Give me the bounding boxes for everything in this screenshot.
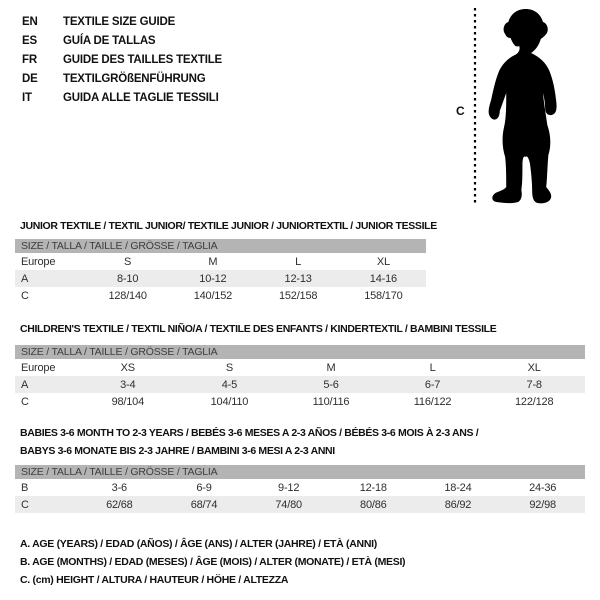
size-cell: 104/110 [210,395,249,408]
size-cell: 12-13 [256,270,341,287]
table-row [15,496,585,513]
language-title: GUIDA ALLE TAGLIE TESSILI [63,92,219,104]
size-cell: 9-12 [278,481,300,494]
language-row [22,13,222,32]
size-cell: 80/86 [331,496,416,513]
language-guide-list [22,13,222,108]
row-label: C [21,289,29,302]
language-title: TEXTILE SIZE GUIDE [63,16,176,28]
size-header-label: SIZE / TALLA / TAILLE / GRÖSSE / TAGLIA [15,465,585,479]
size-cell: M [208,255,218,268]
language-code: ES [22,35,37,47]
row-label: Europe [21,255,56,268]
language-row [22,89,222,108]
size-cell: 3-4 [77,376,179,393]
size-header-band [15,239,426,253]
babies-size-table [15,465,585,513]
figure-toddler [452,4,600,208]
table-row [15,479,585,496]
size-cell: 6-9 [196,481,212,494]
language-code: DE [22,73,38,85]
language-row [22,32,222,51]
size-cell: 98/104 [111,395,145,408]
size-cell: 62/68 [77,496,162,513]
size-cell: 3-6 [111,481,127,494]
row-label: C [15,496,77,513]
size-cell: 122/128 [515,395,554,408]
table-row [15,393,585,410]
size-cell: 8-10 [85,270,170,287]
table-row [15,253,426,270]
size-cell: 12-18 [359,481,387,494]
size-cell: L [295,255,302,268]
size-cell: M [326,361,336,374]
size-header-label: SIZE / TALLA / TAILLE / GRÖSSE / TAGLIA [15,345,585,359]
footnote-c: C. (cm) HEIGHT / ALTURA / HAUTEUR / HÖHE / ALTEZZA [20,574,289,586]
junior-size-table [15,239,426,304]
size-cell: XL [527,361,541,374]
row-label: A [15,270,85,287]
size-cell: 7-8 [483,376,585,393]
size-header-band [15,345,585,359]
table-row [15,359,585,376]
language-code: IT [22,92,32,104]
children-table-title: CHILDREN'S TEXTILE / TEXTIL NIÑO/A / TEXTILE DES ENFANTS / KINDERTEXTIL / BAMBINI TESSILE [20,323,497,335]
size-cell: 5-6 [280,376,382,393]
size-cell: 68/74 [162,496,247,513]
size-cell: 116/122 [413,395,452,408]
size-cell: 128/140 [108,289,147,302]
size-header-band [15,465,585,479]
language-title: TEXTILGRÖßENFÜHRUNG [63,73,206,85]
babies-table-title [20,424,478,460]
size-cell: XL [376,255,390,268]
figure-height-label: C [456,104,465,118]
language-row [22,70,222,89]
size-cell: S [124,255,132,268]
babies-table-title-line1: BABIES 3-6 MONTH TO 2-3 YEARS / BEBÉS 3-6 MESES A 2-3 AÑOS / BÉBÉS 3-6 MOIS À 2-3 ANS / [20,427,479,439]
children-size-table [15,345,585,410]
size-cell: 6-7 [382,376,484,393]
size-cell: 158/170 [364,289,403,302]
size-cell: 92/98 [500,496,585,513]
language-row [22,51,222,70]
size-cell: 110/116 [312,395,350,408]
size-cell: L [429,361,436,374]
table-row [15,270,426,287]
row-label: Europe [21,361,56,374]
toddler-silhouette-icon [489,9,557,203]
size-cell: 74/80 [246,496,331,513]
junior-table-title: JUNIOR TEXTILE / TEXTIL JUNIOR/ TEXTILE JUNIOR / JUNIORTEXTIL / JUNIOR TESSILE [20,220,437,232]
row-label: C [21,395,29,408]
figure-svg [452,4,600,208]
language-title: GUIDE DES TAILLES TEXTILE [63,54,222,66]
language-code: EN [22,16,38,28]
row-label: B [21,481,29,494]
size-cell: 140/152 [193,289,233,302]
language-code: FR [22,54,37,66]
size-cell: 18-24 [444,481,472,494]
size-cell: XS [120,361,135,374]
size-header-label: SIZE / TALLA / TAILLE / GRÖSSE / TAGLIA [15,239,426,253]
babies-table-title-line2: BABYS 3-6 MONATE BIS 2-3 JAHRE / BAMBINI 3-6 MESI A 2-3 ANNI [20,445,335,457]
language-title: GUÍA DE TALLAS [63,35,156,47]
size-cell: 14-16 [341,270,426,287]
size-cell: 4-5 [179,376,281,393]
footnotes [20,535,405,589]
size-cell: 24-36 [529,481,557,494]
size-cell: 152/158 [278,289,318,302]
size-cell: 86/92 [416,496,501,513]
footnote-a: A. AGE (YEARS) / EDAD (AÑOS) / ÂGE (ANS) / ALTER (JAHRE) / ETÀ (ANNI) [20,538,377,550]
table-row [15,376,585,393]
size-cell: 10-12 [170,270,255,287]
table-row [15,287,426,304]
row-label: A [15,376,77,393]
footnote-b: B. AGE (MONTHS) / EDAD (MESES) / ÂGE (MOIS) / ALTER (MONATE) / ETÀ (MESI) [20,556,406,568]
size-cell: S [225,361,233,374]
